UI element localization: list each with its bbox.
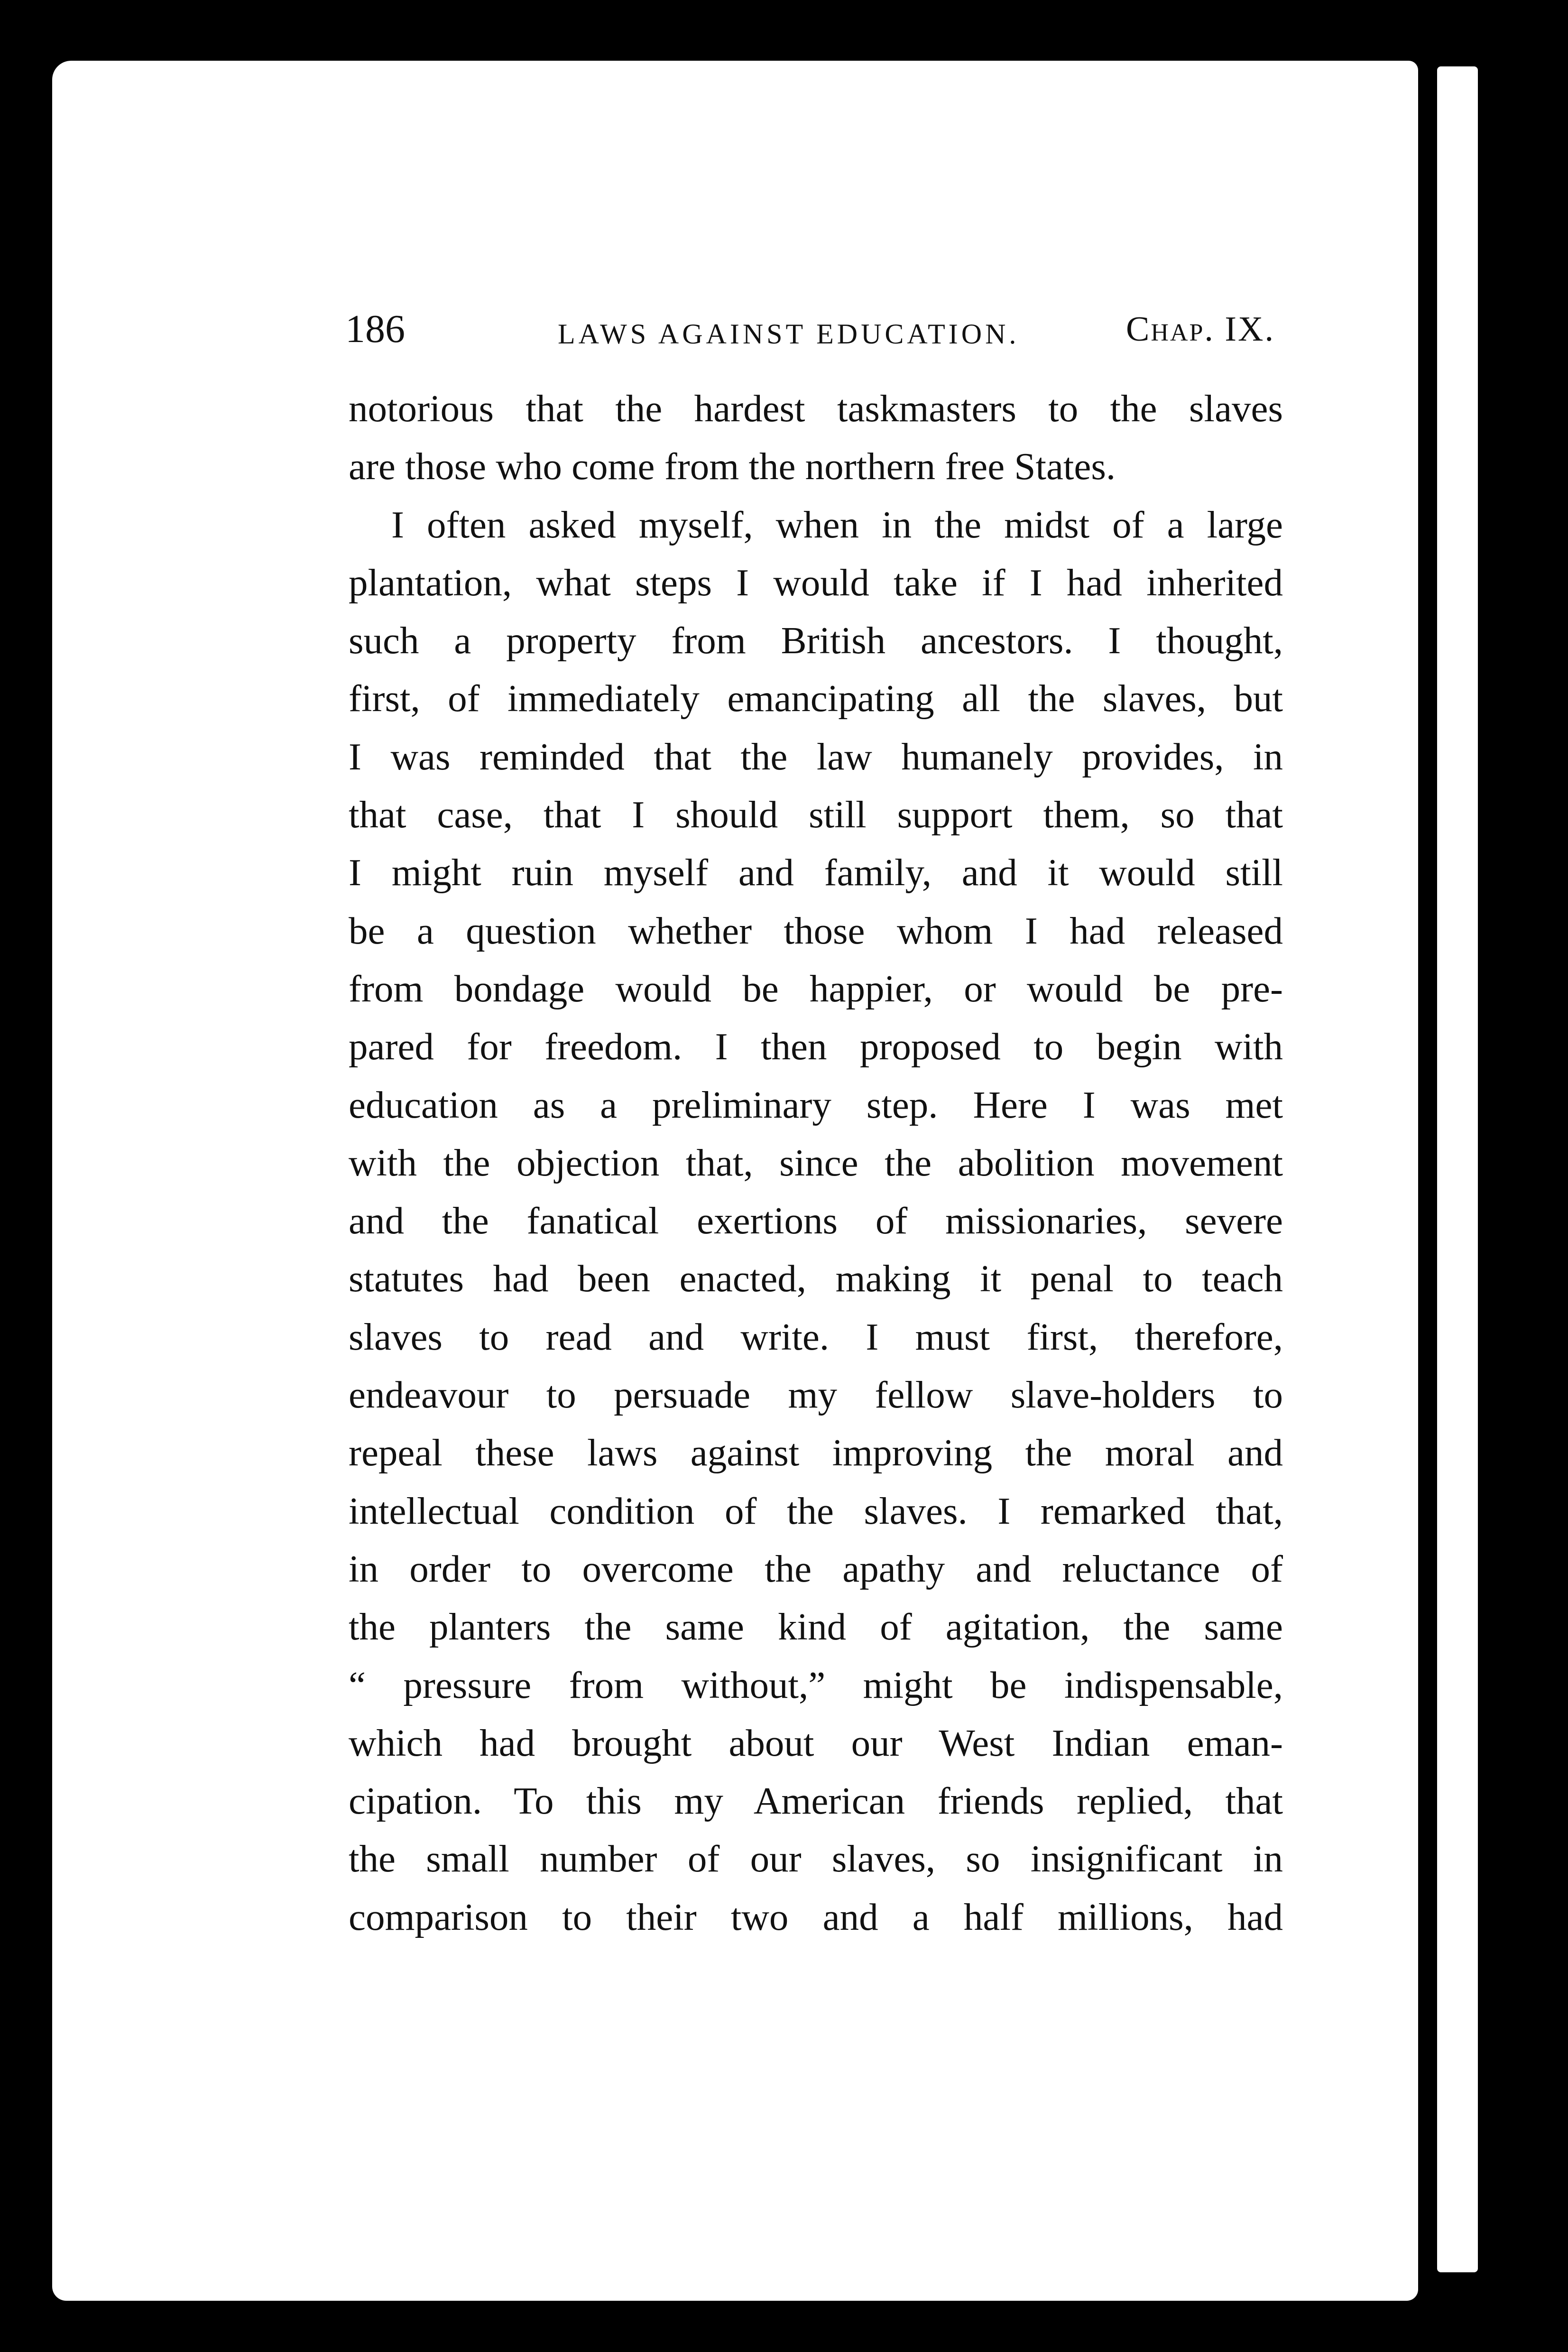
text-line: I might ruin myself and family, and it would still (349, 851, 1283, 894)
text-line: intellectual condition of the slaves. I remarked that, (349, 1489, 1283, 1532)
next-page-edge (1437, 66, 1478, 2272)
text-line: I was reminded that the law humanely provides, in (349, 735, 1283, 778)
body-text (349, 380, 1283, 1946)
text-line: pared for freedom. I then proposed to begin with (349, 1025, 1283, 1068)
running-title: LAWS AGAINST EDUCATION. (558, 318, 1020, 350)
text-line: the small number of our slaves, so insignificant in (349, 1837, 1283, 1880)
text-line: cipation. To this my American friends replied, that (349, 1779, 1283, 1823)
text-line: that case, that I should still support them, so that (349, 793, 1283, 836)
text-line: the planters the same kind of agitation, the same (349, 1605, 1283, 1648)
text-line: from bondage would be happier, or would be pre- (349, 967, 1283, 1010)
text-line: first, of immediately emancipating all the slaves, but (349, 677, 1283, 720)
page-header (345, 301, 1275, 358)
text-line: and the fanatical exertions of missionaries, severe (349, 1199, 1283, 1242)
chapter-label: Chap. IX. (1126, 310, 1275, 349)
text-line: plantation, what steps I would take if I had inherited (349, 561, 1283, 604)
text-line: statutes had been enacted, making it penal to teach (349, 1257, 1283, 1300)
text-line: with the objection that, since the abolition movement (349, 1141, 1283, 1184)
text-line: are those who come from the northern free States. (349, 445, 1116, 488)
text-line: comparison to their two and a half millions, had (349, 1895, 1283, 1938)
text-line: “ pressure from without,” might be indispensable, (349, 1663, 1283, 1706)
text-line: repeal these laws against improving the moral and (349, 1431, 1283, 1474)
text-line: in order to overcome the apathy and reluctance of (349, 1547, 1283, 1590)
text-line: I often asked myself, when in the midst of a large (391, 503, 1283, 546)
text-line: education as a preliminary step. Here I was met (349, 1083, 1283, 1126)
text-line: such a property from British ancestors. I thought, (349, 619, 1283, 662)
text-line: slaves to read and write. I must first, therefore, (349, 1315, 1283, 1358)
text-line: notorious that the hardest taskmasters to the slaves (349, 387, 1283, 430)
text-line: which had brought about our West Indian eman- (349, 1721, 1283, 1764)
text-line: be a question whether those whom I had released (349, 909, 1283, 952)
page-number: 186 (345, 307, 405, 351)
text-line: endeavour to persuade my fellow slave-holders to (349, 1373, 1283, 1417)
